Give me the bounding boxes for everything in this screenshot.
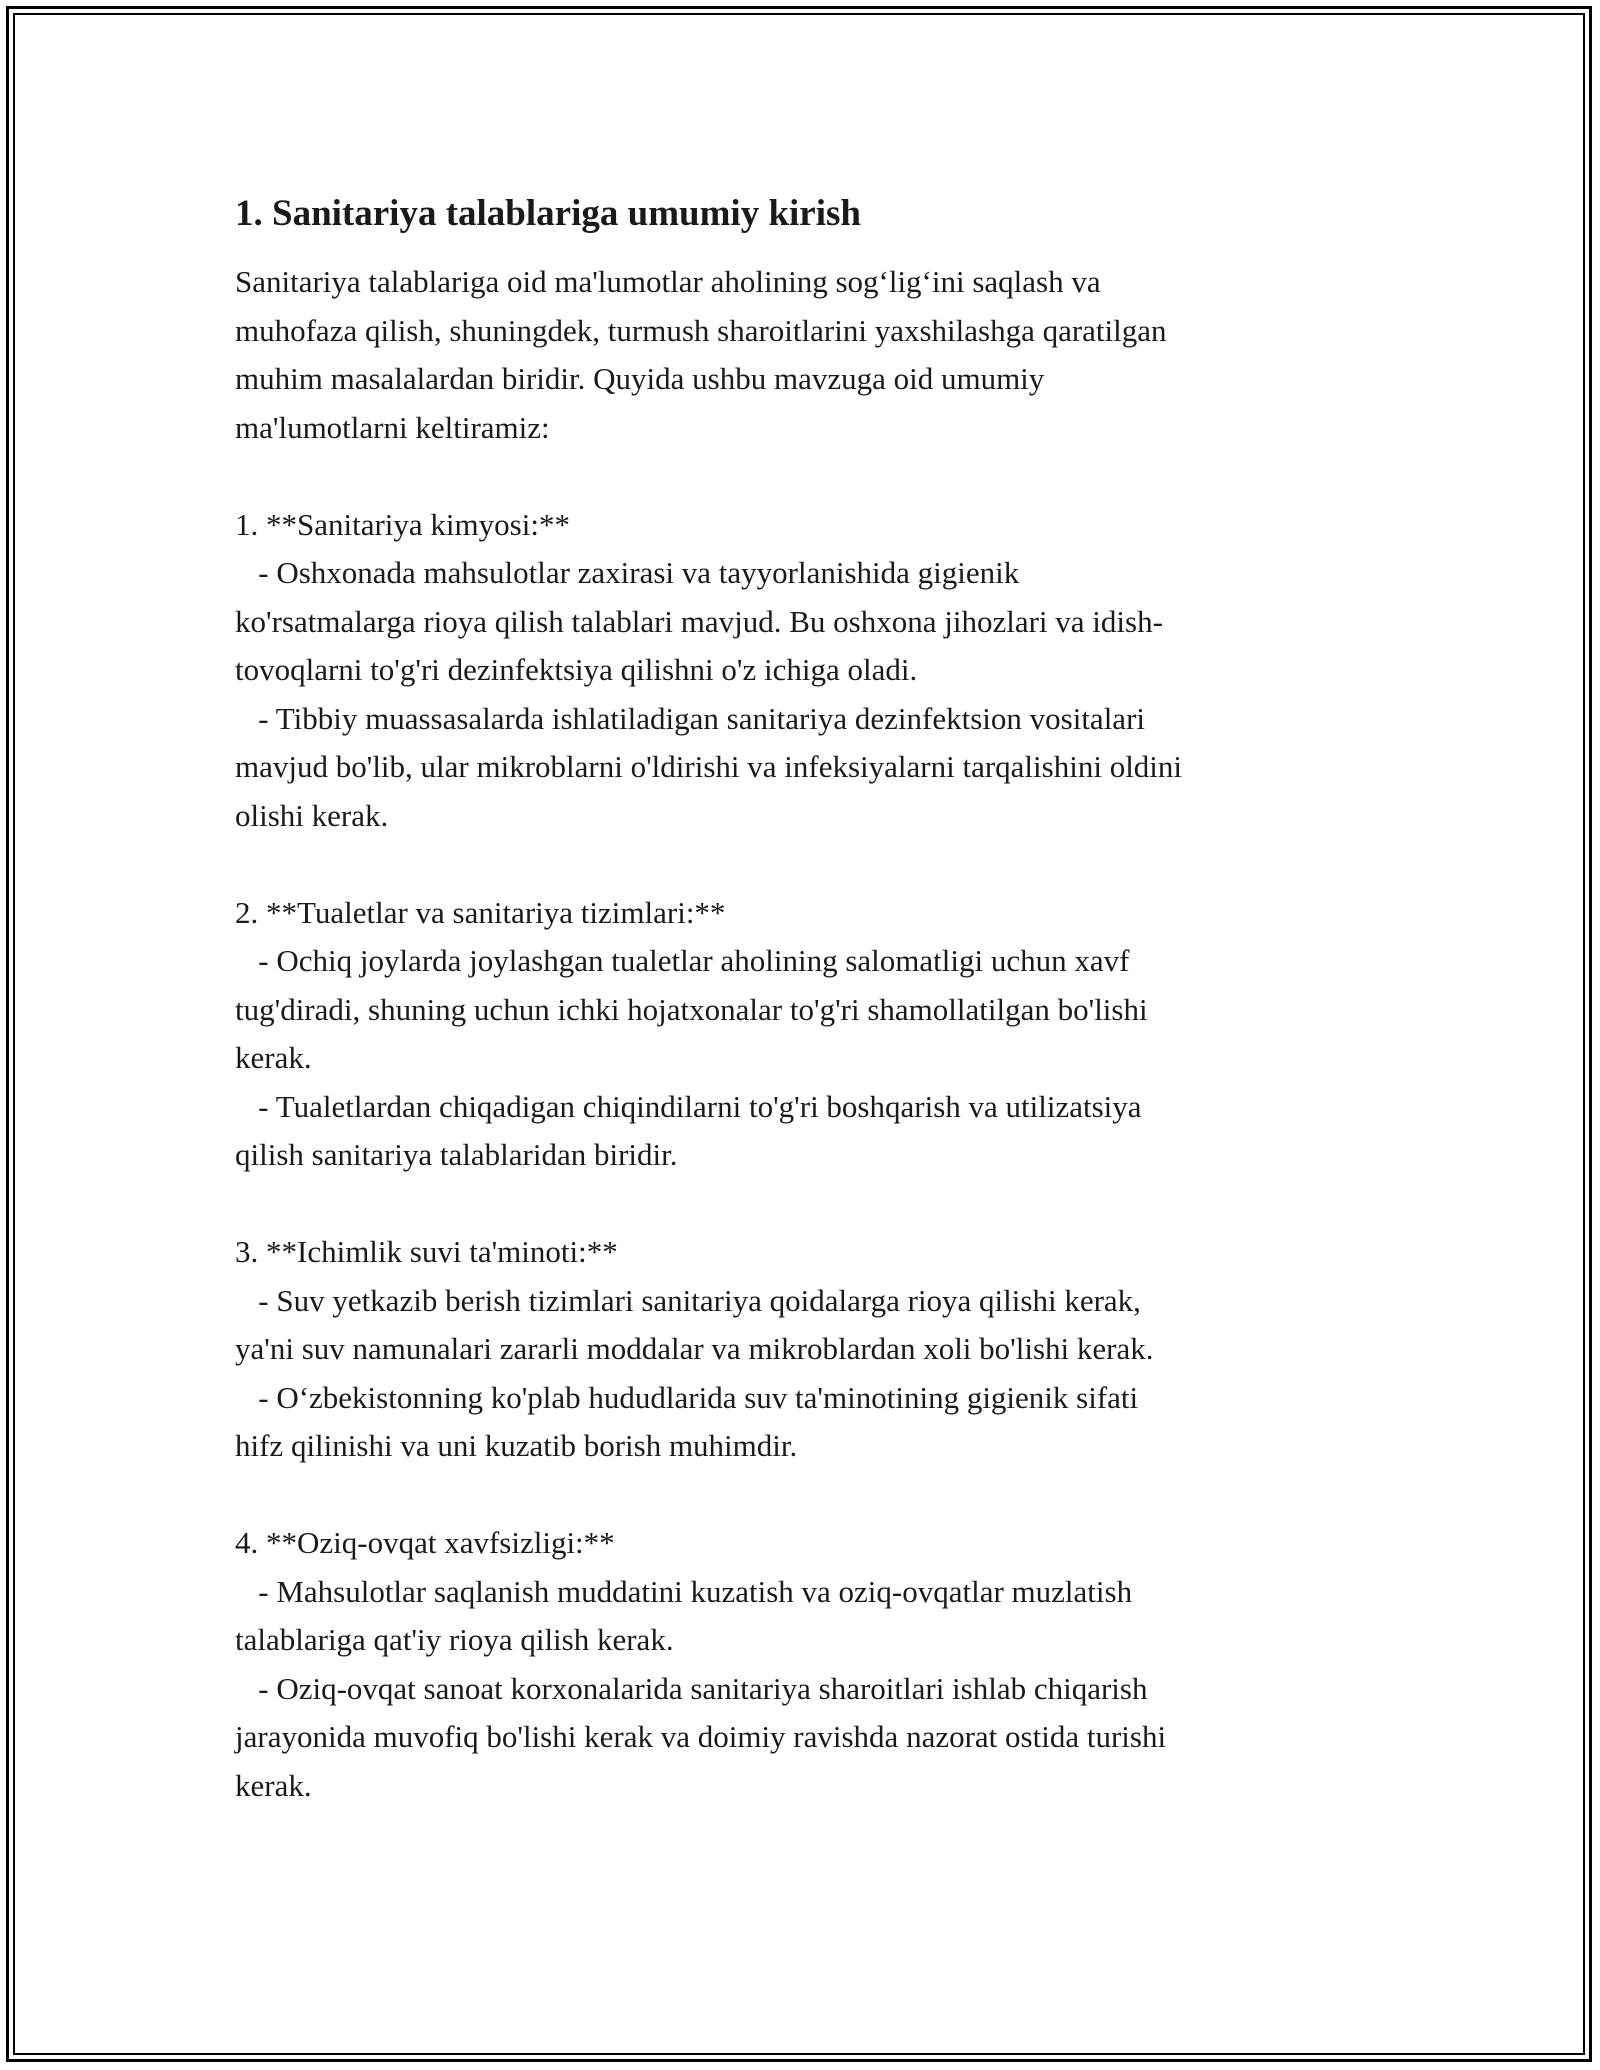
text-line: Sanitariya talablariga oid ma'lumotlar aholining sog‘lig‘ini saqlash va: [235, 264, 1101, 299]
text-line: ma'lumotlarni keltiramiz:: [235, 409, 550, 445]
text-line: - Tualetlardan chiqadigan chiqindilarni to'g'ri boshqarish va utilizatsiya: [235, 1088, 1142, 1124]
body-text: [235, 258, 1375, 1810]
text-line: talablariga qat'iy rioya qilish kerak.: [235, 1622, 674, 1657]
blank-line: [235, 1471, 1375, 1520]
text-line: tug'diradi, shuning uchun ichki hojatxonalar to'g'ri shamollatilgan bo'lishi: [235, 991, 1148, 1027]
text-line: - Tibbiy muassasalarda ishlatiladigan sanitariya dezinfektsion vositalari: [235, 700, 1146, 736]
text-line: 1. **Sanitariya kimyosi:**: [235, 506, 570, 542]
text-line: ya'ni suv namunalari zararli moddalar va mikroblardan xoli bo'lishi kerak.: [235, 1331, 1154, 1366]
blank-line: [235, 452, 1375, 501]
text-line: kerak.: [235, 1040, 312, 1075]
text-line: - Ochiq joylarda joylashgan tualetlar aholining salomatligi uchun xavf: [235, 943, 1130, 978]
text-line: - O‘zbekistonning ko'plab hududlarida suv ta'minotining gigienik sifati: [235, 1379, 1139, 1415]
text-line: mavjud bo'lib, ular mikroblarni o'ldirishi va infeksiyalarni tarqalishini oldini: [235, 749, 1183, 784]
document-body: [235, 190, 1375, 1810]
text-line: tovoqlarni to'g'ri dezinfektsiya qilishni o'z ichiga oladi.: [235, 652, 918, 687]
text-line: ko'rsatmalarga rioya qilish talablari mavjud. Bu oshxona jihozlari va idish-: [235, 603, 1163, 639]
blank-line: [235, 1180, 1375, 1229]
text-line: muhim masalalardan biridir. Quyida ushbu mavzuga oid umumiy: [235, 361, 1045, 396]
text-line: qilish sanitariya talablaridan biridir.: [235, 1137, 678, 1172]
text-line: - Mahsulotlar saqlanish muddatini kuzatish va oziq-ovqatlar muzlatish: [235, 1573, 1133, 1609]
text-line: 4. **Oziq-ovqat xavfsizligi:**: [235, 1525, 615, 1560]
section-heading: 1. Sanitariya talablariga umumiy kirish: [235, 193, 861, 234]
text-line: 2. **Tualetlar va sanitariya tizimlari:**: [235, 894, 726, 930]
text-line: hifz qilinishi va uni kuzatib borish muhimdir.: [235, 1428, 798, 1463]
text-line: jarayonida muvofiq bo'lishi kerak va doimiy ravishda nazorat ostida turishi: [235, 1719, 1167, 1754]
text-line: olishi kerak.: [235, 797, 389, 833]
text-line: - Suv yetkazib berish tizimlari sanitariya qoidalarga rioya qilishi kerak,: [235, 1282, 1141, 1318]
text-line: muhofaza qilish, shuningdek, turmush sharoitlarini yaxshilashga qaratilgan: [235, 312, 1167, 348]
text-line: - Oziq-ovqat sanoat korxonalarida sanitariya sharoitlari ishlab chiqarish: [235, 1670, 1148, 1706]
text-line: - Oshxonada mahsulotlar zaxirasi va tayyorlanishida gigienik: [235, 555, 1020, 590]
text-line: kerak.: [235, 1767, 312, 1803]
text-line: 3. **Ichimlik suvi ta'minoti:**: [235, 1234, 618, 1269]
blank-line: [235, 840, 1375, 889]
